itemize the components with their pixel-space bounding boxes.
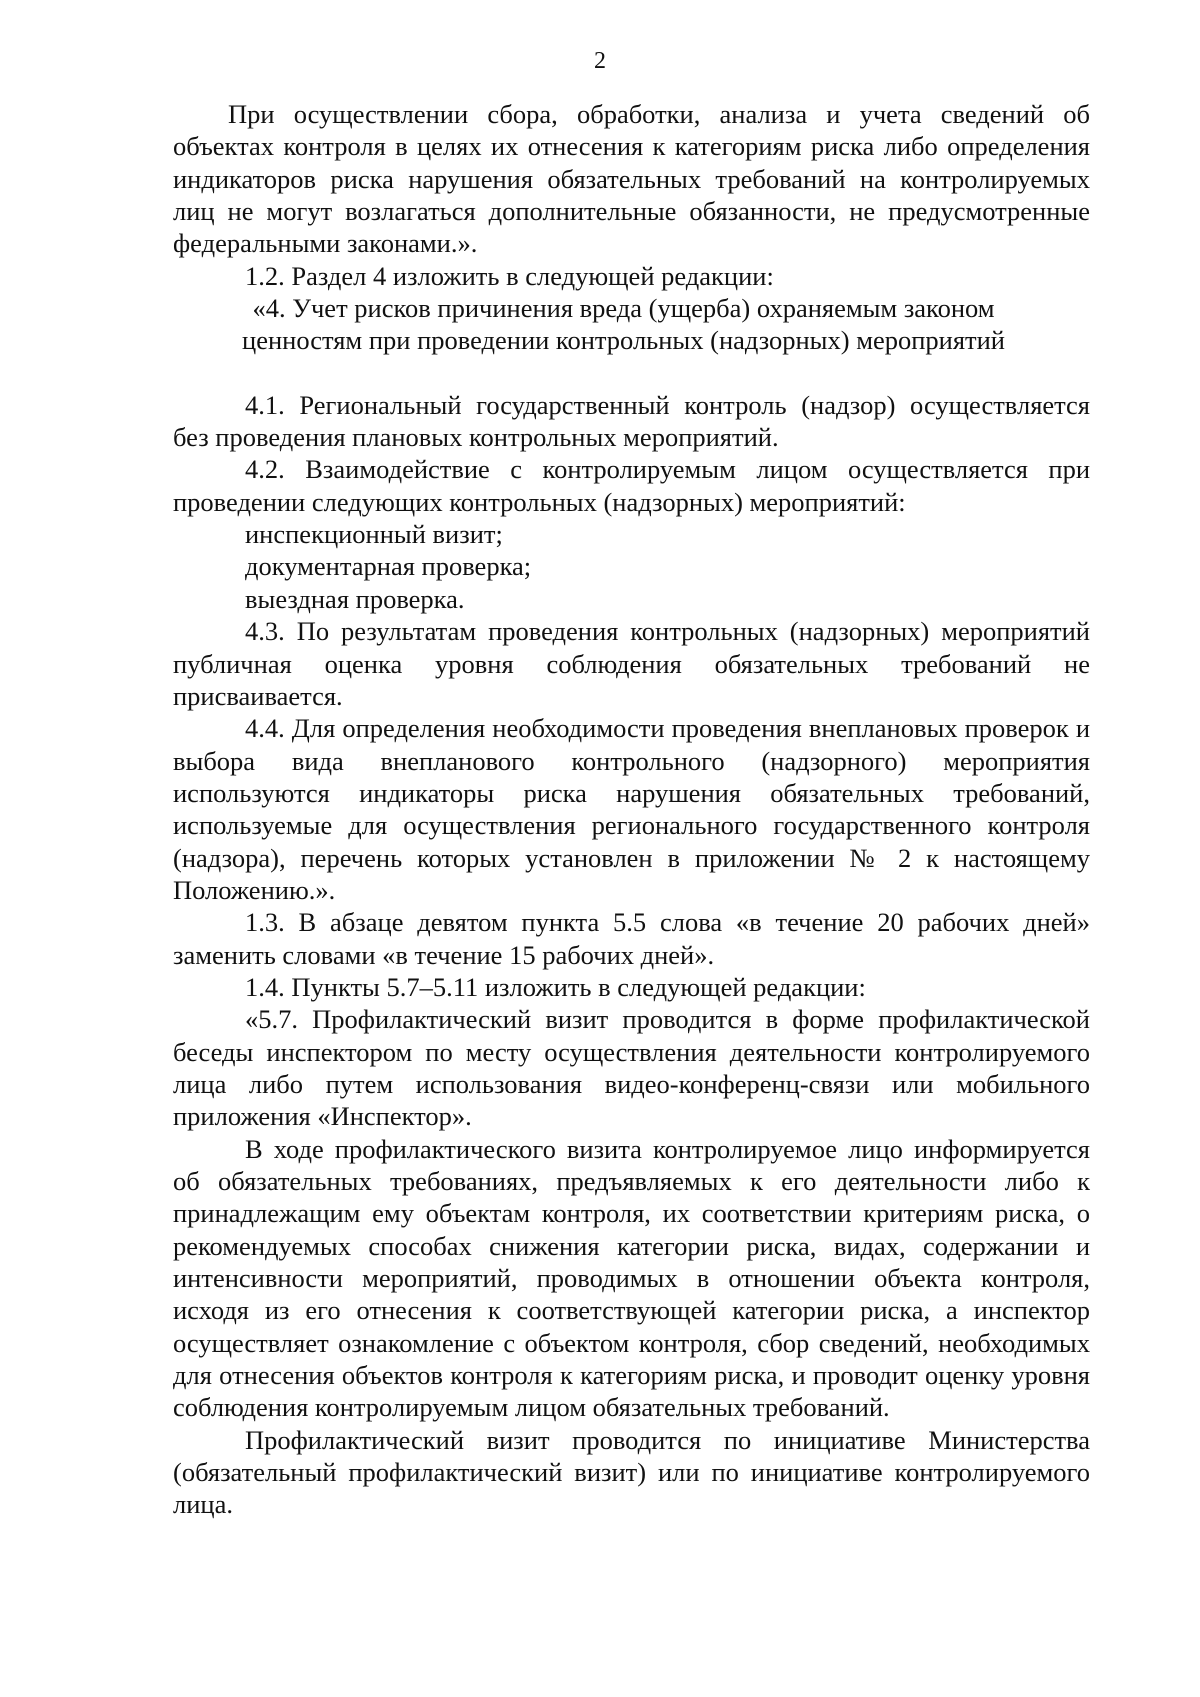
paragraph-4-4: 4.4. Для определения необходимости проведения внеплановых проверок и выбора вида внепланового контрольного (надзорного) мероприятия используются индикаторы риска нарушения обязательных требований, используемые для осуществления регионального государственного контроля (надзора), перечень которых установлен в приложении № 2 к настоящему Положению.».: [173, 713, 1090, 905]
paragraph-5-7: «5.7. Профилактический визит проводится в форме профилактической беседы инспектором по месту осуществления деятельности контролируемого лица либо путем использования видео-конференц-связи или мобильного приложения «Инспектор».: [173, 1004, 1090, 1132]
paragraph-1-4: 1.4. Пункты 5.7–5.11 изложить в следующей редакции:: [245, 971, 866, 1002]
paragraph-data-collection: При осуществлении сбора, обработки, анализа и учета сведений об объектах контроля в целях их отнесения к категориям риска либо определения индикаторов риска нарушения обязательных требований на контролируемых лиц не могут возлагаться дополнительные обязанности, не предусмотренные федеральными законами.».: [173, 99, 1090, 259]
paragraph-1-2: 1.2. Раздел 4 изложить в следующей редакции:: [245, 260, 774, 291]
document-body: [173, 98, 1090, 1521]
paragraph-4-1: 4.1. Региональный государственный контроль (надзор) осуществляется без проведения плановых контрольных мероприятий.: [173, 389, 1090, 453]
list-item-inspection-visit: инспекционный визит;: [245, 519, 503, 550]
section-4-heading: «4. Учет рисков причинения вреда (ущерба) охраняемым законом ценностям при проведении контрольных (надзорных) мероприятий: [242, 293, 1005, 356]
paragraph-visit-initiative: Профилактический визит проводится по инициативе Министерства (обязательный профилактический визит) или по инициативе контролируемого лица.: [173, 1424, 1090, 1520]
paragraph-4-2: 4.2. Взаимодействие с контролируемым лицом осуществляется при проведении следующих контрольных (надзорных) мероприятий:: [173, 454, 1090, 517]
paragraph-1-3: 1.3. В абзаце девятом пункта 5.5 слова «в течение 20 рабочих дней» заменить словами «в течение 15 рабочих дней».: [173, 907, 1090, 970]
list-item-onsite-check: выездная проверка.: [245, 583, 465, 614]
paragraph-4-3: 4.3. По результатам проведения контрольных (надзорных) мероприятий публичная оценка уровня соблюдения обязательных требований не присваивается.: [173, 616, 1090, 711]
page-number: 2: [594, 48, 606, 74]
spacer: [173, 357, 1090, 389]
paragraph-visit-details: В ходе профилактического визита контролируемое лицо информируется об обязательных требованиях, предъявляемых к его деятельности либо к принадлежащим ему объектам контроля, их соответствии критериям риска, о рекомендуемых способах снижения категории риска, видах, содержании и интенсивности мероприятий, проводимых в отношении объекта контроля, исходя из его отнесения к соответствующей категории риска, а инспектор осуществляет ознакомление с объектом контроля, сбор сведений, необходимых для отнесения объектов контроля к категориям риска, и проводит оценку уровня соблюдения контролируемым лицом обязательных требований.: [173, 1133, 1090, 1423]
list-item-documentary-check: документарная проверка;: [245, 551, 532, 582]
